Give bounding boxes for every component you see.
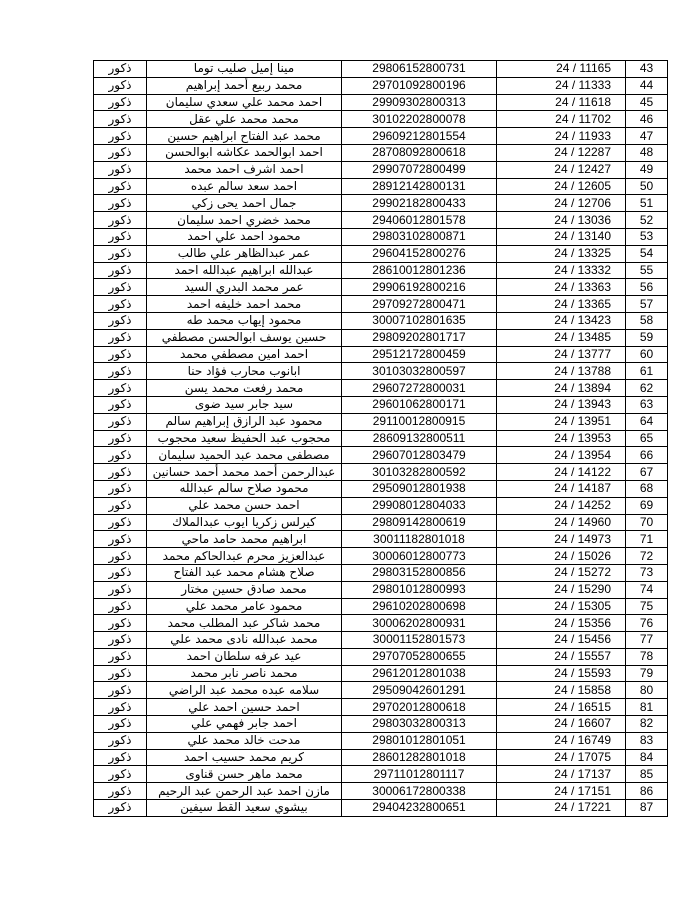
- row-number-cell: 87: [626, 800, 668, 817]
- table-row: [94, 413, 668, 430]
- row-number-cell: 48: [626, 144, 668, 161]
- code-cell: 24 / 14973: [497, 531, 626, 548]
- name-cell: محمود عامر محمد علي: [147, 598, 342, 615]
- table-row: [94, 380, 668, 397]
- row-number-cell: 43: [626, 61, 668, 78]
- code-cell: 24 / 12605: [497, 178, 626, 195]
- name-cell: محمد عبدالله نادى محمد علي: [147, 632, 342, 649]
- table-row: [94, 329, 668, 346]
- table-row: [94, 346, 668, 363]
- name-cell: محمد عبد الفتاح ابراهيم حسين: [147, 128, 342, 145]
- table-row: [94, 111, 668, 128]
- name-cell: محمد ناصر نابر محمد: [147, 665, 342, 682]
- code-cell: 24 / 15593: [497, 665, 626, 682]
- gender-cell: ذكور: [94, 245, 147, 262]
- code-cell: 24 / 13325: [497, 245, 626, 262]
- gender-cell: ذكور: [94, 447, 147, 464]
- national-id-cell: 29906192800216: [342, 279, 497, 296]
- table-row: [94, 94, 668, 111]
- name-cell: عمر عبدالظاهر علي طالب: [147, 245, 342, 262]
- table-row: [94, 598, 668, 615]
- table-row: [94, 447, 668, 464]
- name-cell: عبدالعزيز محرم عبدالحاكم محمد: [147, 548, 342, 565]
- table-row: [94, 262, 668, 279]
- table-row: [94, 430, 668, 447]
- row-number-cell: 77: [626, 632, 668, 649]
- row-number-cell: 76: [626, 615, 668, 632]
- name-cell: مينا إميل صليب توما: [147, 61, 342, 78]
- national-id-cell: 29707052800655: [342, 648, 497, 665]
- name-cell: احمد جابر فهمي علي: [147, 716, 342, 733]
- row-number-cell: 45: [626, 94, 668, 111]
- name-cell: مدحت خالد محمد علي: [147, 732, 342, 749]
- national-id-cell: 29609212801554: [342, 128, 497, 145]
- name-cell: محمد محمد علي عقل: [147, 111, 342, 128]
- table-row: [94, 716, 668, 733]
- row-number-cell: 68: [626, 480, 668, 497]
- code-cell: 24 / 11702: [497, 111, 626, 128]
- national-id-cell: 30006172800338: [342, 783, 497, 800]
- row-number-cell: 51: [626, 195, 668, 212]
- gender-cell: ذكور: [94, 144, 147, 161]
- table-row: [94, 178, 668, 195]
- row-number-cell: 59: [626, 329, 668, 346]
- row-number-cell: 53: [626, 228, 668, 245]
- name-cell: محمد شاكر عبد المطلب محمد: [147, 615, 342, 632]
- gender-cell: ذكور: [94, 648, 147, 665]
- row-number-cell: 62: [626, 380, 668, 397]
- name-cell: محمد خضري احمد سليمان: [147, 212, 342, 229]
- row-number-cell: 52: [626, 212, 668, 229]
- row-number-cell: 56: [626, 279, 668, 296]
- gender-cell: ذكور: [94, 800, 147, 817]
- gender-cell: ذكور: [94, 615, 147, 632]
- row-number-cell: 84: [626, 749, 668, 766]
- code-cell: 24 / 13894: [497, 380, 626, 397]
- code-cell: 24 / 17151: [497, 783, 626, 800]
- table-row: [94, 665, 668, 682]
- national-id-cell: 29702012800618: [342, 699, 497, 716]
- gender-cell: ذكور: [94, 77, 147, 94]
- gender-cell: ذكور: [94, 346, 147, 363]
- gender-cell: ذكور: [94, 682, 147, 699]
- code-cell: 24 / 13365: [497, 296, 626, 313]
- gender-cell: ذكور: [94, 783, 147, 800]
- gender-cell: ذكور: [94, 61, 147, 78]
- row-number-cell: 57: [626, 296, 668, 313]
- code-cell: 24 / 14960: [497, 514, 626, 531]
- row-number-cell: 70: [626, 514, 668, 531]
- gender-cell: ذكور: [94, 766, 147, 783]
- national-id-cell: 30103032800597: [342, 363, 497, 380]
- national-id-cell: 29809142800619: [342, 514, 497, 531]
- roster-body: [94, 61, 668, 817]
- row-number-cell: 74: [626, 581, 668, 598]
- national-id-cell: 30006202800931: [342, 615, 497, 632]
- row-number-cell: 46: [626, 111, 668, 128]
- name-cell: مازن احمد عبد الرحمن عبد الرحيم: [147, 783, 342, 800]
- code-cell: 24 / 14252: [497, 497, 626, 514]
- code-cell: 24 / 13036: [497, 212, 626, 229]
- row-number-cell: 80: [626, 682, 668, 699]
- gender-cell: ذكور: [94, 497, 147, 514]
- name-cell: ابانوب محارب فؤاد حنا: [147, 363, 342, 380]
- code-cell: 24 / 13140: [497, 228, 626, 245]
- code-cell: 24 / 13332: [497, 262, 626, 279]
- national-id-cell: 29607012803479: [342, 447, 497, 464]
- code-cell: 24 / 12287: [497, 144, 626, 161]
- gender-cell: ذكور: [94, 464, 147, 481]
- gender-cell: ذكور: [94, 195, 147, 212]
- gender-cell: ذكور: [94, 296, 147, 313]
- name-cell: ابراهيم محمد حامد ماحي: [147, 531, 342, 548]
- row-number-cell: 75: [626, 598, 668, 615]
- name-cell: احمد حسين احمد علي: [147, 699, 342, 716]
- table-row: [94, 749, 668, 766]
- name-cell: سيد جابر سيد ضوى: [147, 396, 342, 413]
- national-id-cell: 29607272800031: [342, 380, 497, 397]
- national-id-cell: 29803102800871: [342, 228, 497, 245]
- national-id-cell: 28609132800511: [342, 430, 497, 447]
- code-cell: 24 / 16607: [497, 716, 626, 733]
- row-number-cell: 66: [626, 447, 668, 464]
- code-cell: 24 / 13777: [497, 346, 626, 363]
- national-id-cell: 29612012801038: [342, 665, 497, 682]
- name-cell: جمال احمد يحى زكي: [147, 195, 342, 212]
- code-cell: 24 / 14122: [497, 464, 626, 481]
- code-cell: 24 / 11618: [497, 94, 626, 111]
- gender-cell: ذكور: [94, 548, 147, 565]
- gender-cell: ذكور: [94, 262, 147, 279]
- national-id-cell: 29509012801938: [342, 480, 497, 497]
- name-cell: احمد حسن محمد علي: [147, 497, 342, 514]
- national-id-cell: 29801012800993: [342, 581, 497, 598]
- table-row: [94, 581, 668, 598]
- national-id-cell: 30103282800592: [342, 464, 497, 481]
- name-cell: محمود عبد الرازق إبراهيم سالم: [147, 413, 342, 430]
- table-row: [94, 531, 668, 548]
- gender-cell: ذكور: [94, 128, 147, 145]
- row-number-cell: 64: [626, 413, 668, 430]
- code-cell: 24 / 11165: [497, 61, 626, 78]
- code-cell: 24 / 13953: [497, 430, 626, 447]
- name-cell: محمد رفعت محمد يسن: [147, 380, 342, 397]
- national-id-cell: 29902182800433: [342, 195, 497, 212]
- national-id-cell: 30006012800773: [342, 548, 497, 565]
- gender-cell: ذكور: [94, 480, 147, 497]
- table-row: [94, 61, 668, 78]
- national-id-cell: 29803152800856: [342, 564, 497, 581]
- national-id-cell: 30102202800078: [342, 111, 497, 128]
- table-row: [94, 128, 668, 145]
- row-number-cell: 65: [626, 430, 668, 447]
- row-number-cell: 63: [626, 396, 668, 413]
- name-cell: محمد احمد خليفه احمد: [147, 296, 342, 313]
- gender-cell: ذكور: [94, 413, 147, 430]
- national-id-cell: 29908012804033: [342, 497, 497, 514]
- gender-cell: ذكور: [94, 312, 147, 329]
- national-id-cell: 29907072800499: [342, 161, 497, 178]
- table-row: [94, 77, 668, 94]
- row-number-cell: 60: [626, 346, 668, 363]
- code-cell: 24 / 13363: [497, 279, 626, 296]
- row-number-cell: 82: [626, 716, 668, 733]
- gender-cell: ذكور: [94, 749, 147, 766]
- row-number-cell: 50: [626, 178, 668, 195]
- gender-cell: ذكور: [94, 665, 147, 682]
- code-cell: 24 / 11333: [497, 77, 626, 94]
- national-id-cell: 29509042601291: [342, 682, 497, 699]
- table-row: [94, 766, 668, 783]
- row-number-cell: 67: [626, 464, 668, 481]
- gender-cell: ذكور: [94, 363, 147, 380]
- gender-cell: ذكور: [94, 581, 147, 598]
- gender-cell: ذكور: [94, 94, 147, 111]
- name-cell: احمد محمد علي سعدي سليمان: [147, 94, 342, 111]
- national-id-cell: 29809202801717: [342, 329, 497, 346]
- table-row: [94, 312, 668, 329]
- table-row: [94, 363, 668, 380]
- code-cell: 24 / 11933: [497, 128, 626, 145]
- row-number-cell: 71: [626, 531, 668, 548]
- table-row: [94, 161, 668, 178]
- national-id-cell: 29711012801117: [342, 766, 497, 783]
- gender-cell: ذكور: [94, 531, 147, 548]
- national-id-cell: 30001152801573: [342, 632, 497, 649]
- code-cell: 24 / 13788: [497, 363, 626, 380]
- code-cell: 24 / 15305: [497, 598, 626, 615]
- name-cell: احمد ابوالحمد عكاشه ابوالحسن: [147, 144, 342, 161]
- table-row: [94, 480, 668, 497]
- gender-cell: ذكور: [94, 212, 147, 229]
- row-number-cell: 47: [626, 128, 668, 145]
- name-cell: محمد ربيع أحمد إبراهيم: [147, 77, 342, 94]
- name-cell: محمود إيهاب محمد طه: [147, 312, 342, 329]
- code-cell: 24 / 17137: [497, 766, 626, 783]
- name-cell: احمد امين مصطفي محمد: [147, 346, 342, 363]
- row-number-cell: 72: [626, 548, 668, 565]
- national-id-cell: 28601282801018: [342, 749, 497, 766]
- national-id-cell: 29701092800196: [342, 77, 497, 94]
- gender-cell: ذكور: [94, 430, 147, 447]
- row-number-cell: 78: [626, 648, 668, 665]
- national-id-cell: 29110012800915: [342, 413, 497, 430]
- row-number-cell: 79: [626, 665, 668, 682]
- table-row: [94, 564, 668, 581]
- table-row: [94, 548, 668, 565]
- gender-cell: ذكور: [94, 716, 147, 733]
- row-number-cell: 54: [626, 245, 668, 262]
- name-cell: سلامه عبده محمد عبد الراضي: [147, 682, 342, 699]
- code-cell: 24 / 15290: [497, 581, 626, 598]
- national-id-cell: 29610202800698: [342, 598, 497, 615]
- table-row: [94, 682, 668, 699]
- table-row: [94, 632, 668, 649]
- national-id-cell: 30007102801635: [342, 312, 497, 329]
- name-cell: محمود صلاح سالم عبدالله: [147, 480, 342, 497]
- name-cell: حسين يوسف ابوالحسن مصطفي: [147, 329, 342, 346]
- national-id-cell: 29512172800459: [342, 346, 497, 363]
- national-id-cell: 29404232800651: [342, 800, 497, 817]
- name-cell: محمد ماهر حسن قناوى: [147, 766, 342, 783]
- national-id-cell: 29709272800471: [342, 296, 497, 313]
- gender-cell: ذكور: [94, 161, 147, 178]
- code-cell: 24 / 13423: [497, 312, 626, 329]
- national-id-cell: 29406012801578: [342, 212, 497, 229]
- name-cell: عبدالرحمن أحمد محمد أحمد حسانين: [147, 464, 342, 481]
- gender-cell: ذكور: [94, 564, 147, 581]
- table-row: [94, 464, 668, 481]
- table-row: [94, 144, 668, 161]
- row-number-cell: 85: [626, 766, 668, 783]
- row-number-cell: 73: [626, 564, 668, 581]
- table-row: [94, 195, 668, 212]
- name-cell: احمد سعد سالم عبده: [147, 178, 342, 195]
- national-id-cell: 29801012801051: [342, 732, 497, 749]
- gender-cell: ذكور: [94, 329, 147, 346]
- table-row: [94, 228, 668, 245]
- row-number-cell: 61: [626, 363, 668, 380]
- national-id-cell: 29601062800171: [342, 396, 497, 413]
- row-number-cell: 58: [626, 312, 668, 329]
- gender-cell: ذكور: [94, 732, 147, 749]
- table-row: [94, 783, 668, 800]
- code-cell: 24 / 15456: [497, 632, 626, 649]
- gender-cell: ذكور: [94, 111, 147, 128]
- name-cell: مصطفى محمد عبد الحميد سليمان: [147, 447, 342, 464]
- gender-cell: ذكور: [94, 178, 147, 195]
- table-row: [94, 732, 668, 749]
- code-cell: 24 / 15026: [497, 548, 626, 565]
- code-cell: 24 / 12706: [497, 195, 626, 212]
- national-id-cell: 29909302800313: [342, 94, 497, 111]
- gender-cell: ذكور: [94, 380, 147, 397]
- code-cell: 24 / 15272: [497, 564, 626, 581]
- table-row: [94, 699, 668, 716]
- code-cell: 24 / 16515: [497, 699, 626, 716]
- code-cell: 24 / 13951: [497, 413, 626, 430]
- name-cell: صلاح هشام محمد عبد الفتاح: [147, 564, 342, 581]
- row-number-cell: 49: [626, 161, 668, 178]
- table-row: [94, 396, 668, 413]
- row-number-cell: 69: [626, 497, 668, 514]
- code-cell: 24 / 13954: [497, 447, 626, 464]
- name-cell: عيد عرفه سلطان احمد: [147, 648, 342, 665]
- row-number-cell: 44: [626, 77, 668, 94]
- table-row: [94, 615, 668, 632]
- code-cell: 24 / 12427: [497, 161, 626, 178]
- row-number-cell: 86: [626, 783, 668, 800]
- national-id-cell: 30011182801018: [342, 531, 497, 548]
- name-cell: كريم محمد حسيب احمد: [147, 749, 342, 766]
- national-id-cell: 28708092800618: [342, 144, 497, 161]
- table-row: [94, 648, 668, 665]
- table-row: [94, 279, 668, 296]
- table-row: [94, 800, 668, 817]
- code-cell: 24 / 16749: [497, 732, 626, 749]
- national-id-cell: 29806152800731: [342, 61, 497, 78]
- code-cell: 24 / 14187: [497, 480, 626, 497]
- name-cell: عبدالله ابراهيم عبدالله احمد: [147, 262, 342, 279]
- national-id-cell: 29604152800276: [342, 245, 497, 262]
- gender-cell: ذكور: [94, 396, 147, 413]
- table-row: [94, 296, 668, 313]
- table-row: [94, 514, 668, 531]
- gender-cell: ذكور: [94, 228, 147, 245]
- gender-cell: ذكور: [94, 598, 147, 615]
- name-cell: كيرلس زكريا ايوب عبدالملاك: [147, 514, 342, 531]
- gender-cell: ذكور: [94, 632, 147, 649]
- name-cell: احمد اشرف احمد محمد: [147, 161, 342, 178]
- national-id-cell: 28610012801236: [342, 262, 497, 279]
- gender-cell: ذكور: [94, 699, 147, 716]
- name-cell: محمود احمد علي احمد: [147, 228, 342, 245]
- name-cell: عمر محمد البدري السيد: [147, 279, 342, 296]
- code-cell: 24 / 13943: [497, 396, 626, 413]
- table-row: [94, 497, 668, 514]
- row-number-cell: 83: [626, 732, 668, 749]
- national-id-cell: 29803032800313: [342, 716, 497, 733]
- table-row: [94, 212, 668, 229]
- code-cell: 24 / 17221: [497, 800, 626, 817]
- gender-cell: ذكور: [94, 514, 147, 531]
- table-row: [94, 245, 668, 262]
- name-cell: محجوب عبد الحفيظ سعيد محجوب: [147, 430, 342, 447]
- code-cell: 24 / 13485: [497, 329, 626, 346]
- roster-table: [93, 60, 668, 817]
- code-cell: 24 / 15356: [497, 615, 626, 632]
- row-number-cell: 81: [626, 699, 668, 716]
- code-cell: 24 / 15858: [497, 682, 626, 699]
- name-cell: محمد صادق حسين مختار: [147, 581, 342, 598]
- code-cell: 24 / 17075: [497, 749, 626, 766]
- code-cell: 24 / 15557: [497, 648, 626, 665]
- row-number-cell: 55: [626, 262, 668, 279]
- national-id-cell: 28912142800131: [342, 178, 497, 195]
- name-cell: بيشوي سعيد القط سيفين: [147, 800, 342, 817]
- gender-cell: ذكور: [94, 279, 147, 296]
